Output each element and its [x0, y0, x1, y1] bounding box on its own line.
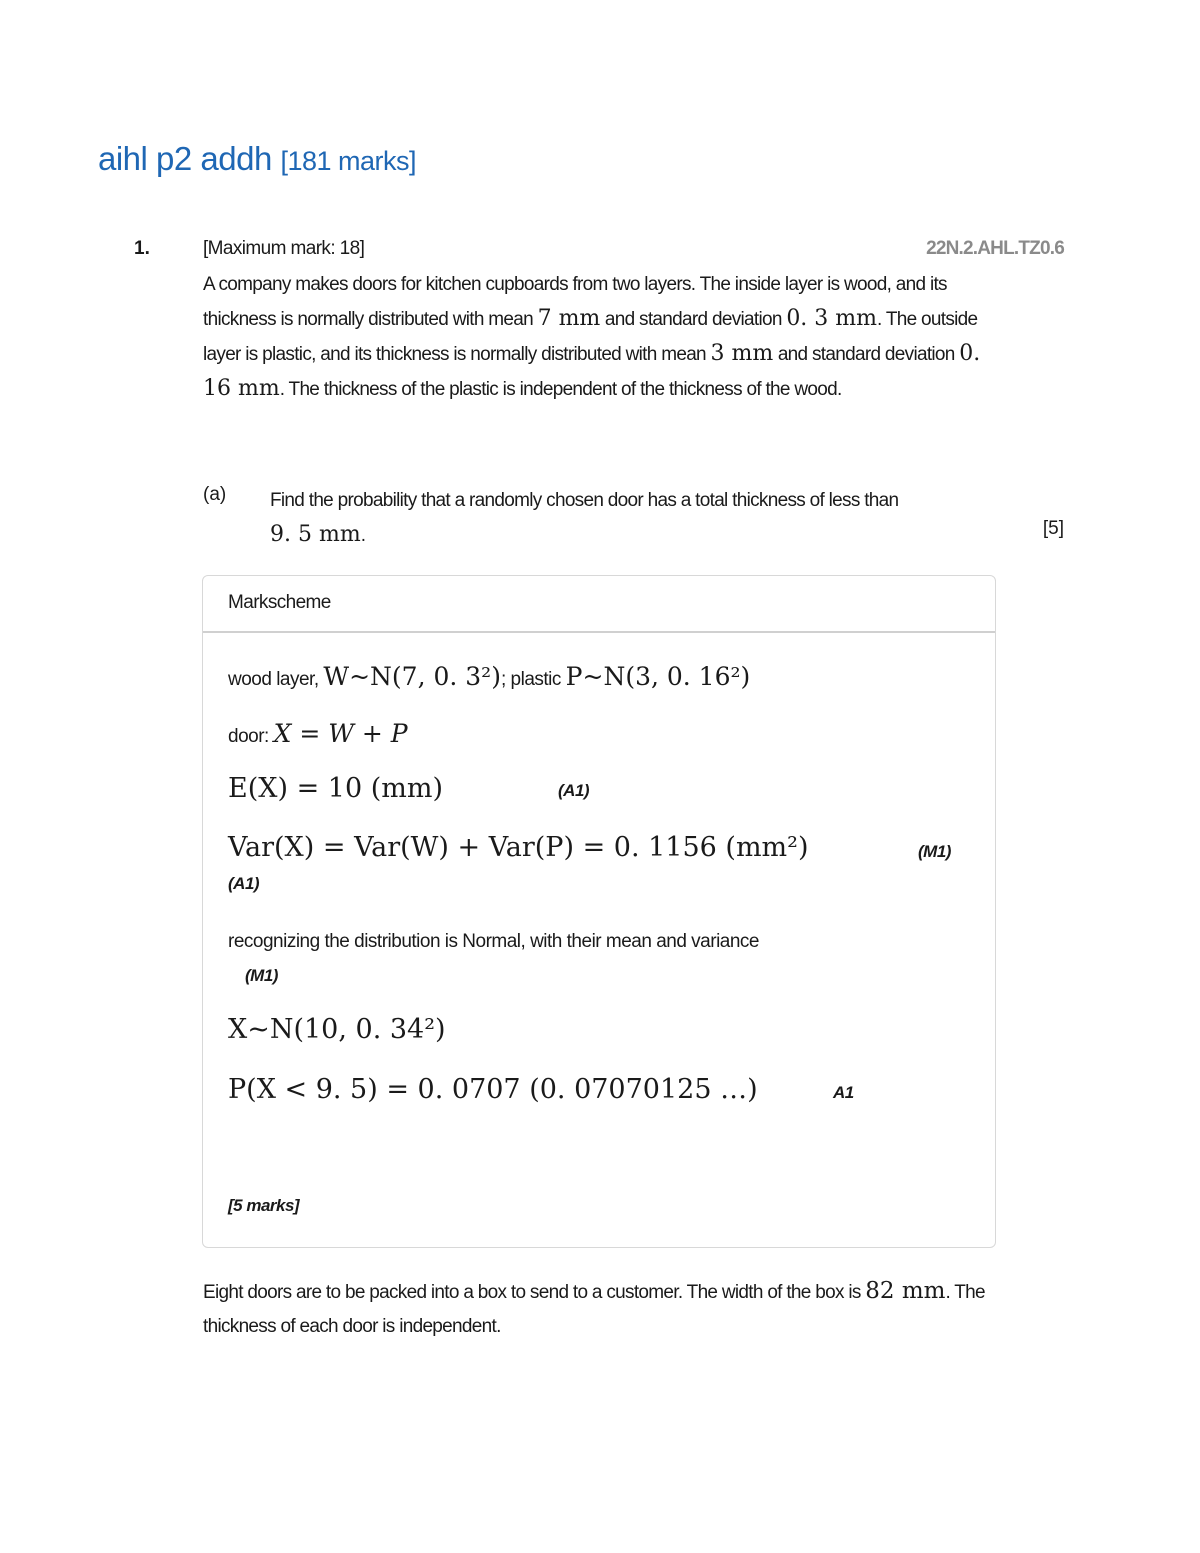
question-code: 22N.2.AHL.TZ0.6: [926, 238, 1064, 259]
markscheme-line-door: [228, 719, 408, 748]
ms-math-variance: Var(X) = Var(W) + Var(P) = 0. 1156 (mm²): [228, 832, 809, 863]
part-a-prompt: Find the probability that a randomly chosen door has a total thickness of less than: [270, 490, 899, 511]
stem-text: . The thickness of the plastic is independent of the thickness of the wood.: [279, 379, 842, 400]
stem-math: 7 mm: [537, 306, 601, 331]
question-continuation: [203, 1274, 1023, 1344]
stem-math: 3 mm: [710, 341, 774, 366]
part-a-math: 9. 5 mm: [270, 522, 361, 547]
part-a-text: [270, 484, 910, 553]
stem-math: 0. 3 mm: [786, 306, 878, 331]
question-stem: [203, 268, 1003, 407]
continuation-text: . The thickness of each door is independent.: [203, 1282, 985, 1337]
part-a-label: (a): [203, 484, 227, 505]
ms-math-plastic: P~N(3, 0. 16²): [565, 662, 751, 691]
markscheme-line-expectation: [228, 773, 443, 804]
markscheme-line-distributions: [228, 662, 750, 691]
markscheme-line-distribution-x: [228, 1014, 446, 1045]
mark-code-a1: (A1): [558, 781, 590, 800]
markscheme-line-probability: [228, 1074, 758, 1105]
ms-math-wood: W~N(7, 0. 3²): [323, 662, 501, 691]
continuation-math: 82 mm: [865, 1278, 946, 1304]
continuation-text: Eight doors are to be packed into a box to send to a customer. The width of the box is: [203, 1282, 866, 1303]
maximum-mark: [Maximum mark: 18]: [203, 238, 365, 259]
page-title: [98, 140, 416, 178]
ms-text: recognizing the distribution is Normal, with their mean and variance: [228, 931, 759, 952]
stem-math: 0. 16 mm: [203, 341, 981, 401]
ms-math-probability: P(X < 9. 5) = 0. 0707 (0. 07070125 …): [228, 1074, 758, 1105]
mark-code-m1: (M1): [245, 966, 278, 985]
stem-text: and standard deviation: [600, 309, 787, 330]
stem-text: A company makes doors for kitchen cupboards from two layers. The inside layer is wood, and its thickness is normally distributed with mean: [203, 274, 947, 330]
ms-text: ; plastic: [500, 669, 566, 690]
markscheme-total-marks: [5 marks]: [228, 1196, 300, 1215]
mark-code-a1: (A1): [228, 874, 260, 893]
ms-text: wood layer,: [228, 669, 324, 690]
markscheme-line-recognize: [228, 931, 759, 953]
part-a-end: .: [360, 525, 366, 546]
mark-code-m1: (M1): [918, 842, 951, 861]
markscheme-line-variance: [228, 832, 809, 863]
markscheme-heading[interactable]: Markscheme: [203, 576, 995, 633]
ms-math-door: X = W + P: [273, 719, 408, 748]
total-marks: [181 marks]: [280, 146, 417, 176]
stem-text: . The outside layer is plastic, and its thickness is normally distributed with mean: [203, 309, 978, 365]
question-number: 1.: [134, 238, 150, 259]
ms-text: door:: [228, 726, 274, 747]
markscheme-panel: [202, 575, 996, 1248]
ms-math-distribution: X~N(10, 0. 34²): [228, 1014, 446, 1045]
part-a-marks: [5]: [1042, 518, 1064, 539]
title-text: aihl p2 addh: [98, 140, 272, 177]
mark-code-a1: A1: [833, 1083, 854, 1102]
ms-math-expectation: E(X) = 10 (mm): [228, 773, 443, 804]
stem-text: and standard deviation: [773, 344, 960, 365]
